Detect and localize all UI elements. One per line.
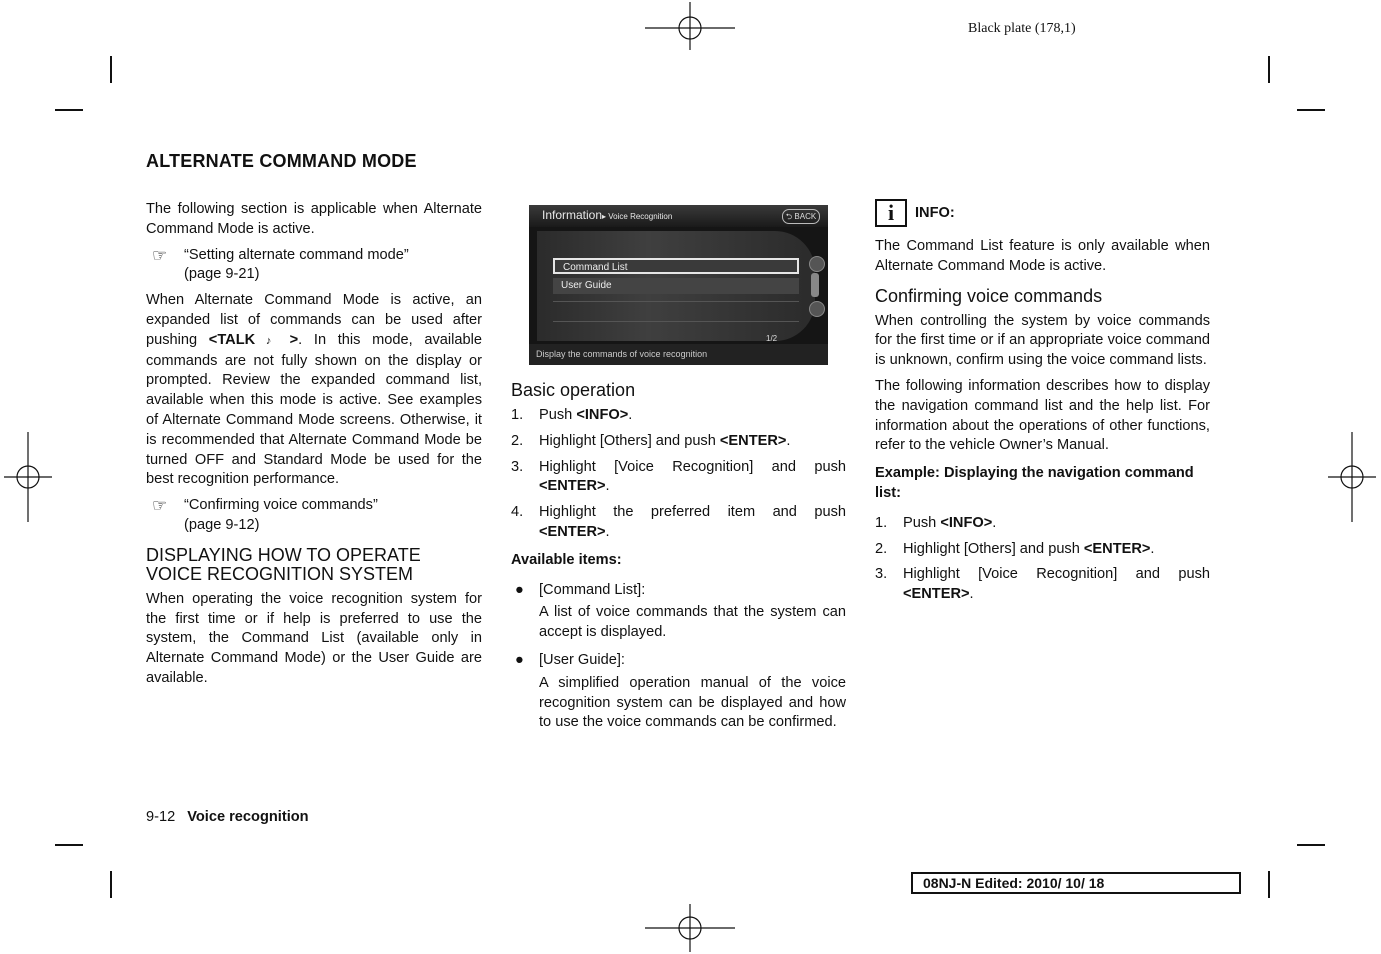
ref-page: (page 9-21) [184,266,260,283]
key-label: <ENTER> [719,432,787,449]
key-label: <INFO> [940,514,993,531]
column-middle [511,379,846,741]
step-text: Highlight [Voice Recognition] and push [903,566,1210,583]
text: . In this mode, available commands are not fully shown on the display or prompted. Review the expanded command list, available when this mode is active. See examples of Alternate Command Mode screens. Otherwise, it is recommended that Alternate Command Mode be turned OFF and Standard Mode be used for the best recognition performance. [146,331,482,488]
intro-paragraph: The following section is applicable when Alternate Command Mode is active. [146,201,482,237]
menu-item-command-list: Command List [553,258,799,274]
screen-screenshot [529,205,828,365]
text: When Alternate Command Mode is active, an expanded list of commands can be used after pushing [146,292,482,348]
item-label: [Command List]: [539,581,646,598]
step-text: Highlight the preferred item and push [539,504,846,521]
section-heading [146,546,482,584]
step-end: . [969,586,974,603]
key-label: <ENTER> [539,478,606,495]
step-number: 1. [875,514,888,531]
registration-mark-bottom [645,904,735,952]
screen-subtitle: ▸ Voice Recognition [602,212,673,221]
info-header [875,199,1210,229]
menu-item-user-guide: User Guide [553,278,799,294]
operate-paragraph: When operating the voice recognition system for the first time or if help is preferred to use the system, the Command List (available only in Alternate Command Mode) or the User Guide are available. [146,590,482,686]
key-label: <INFO> [576,407,629,423]
section-name: Voice recognition [187,809,309,825]
key-label: <ENTER> [903,586,970,603]
talk-voice-icon: ♪ [255,334,290,347]
page-title: ALTERNATE COMMAND MODE [146,151,417,171]
heading-line: DISPLAYING HOW TO OPERATE [146,544,421,565]
step-number: 2. [511,432,524,449]
basic-steps [511,406,846,543]
crop-mark [55,109,83,111]
item-description: A simplified operation manual of the voice recognition system can be displayed and how to use the voice commands can be confirmed. [539,674,846,731]
item-label: [User Guide]: [539,651,625,668]
step-text: Push [903,514,941,531]
alternate-mode-paragraph [146,291,482,490]
step-end: . [605,523,610,540]
talk-key: <TALK [208,331,256,348]
scroll-up-icon [809,256,825,272]
step-item [875,540,1210,560]
heading-line: VOICE RECOGNITION SYSTEM [146,563,414,584]
screen-title-bar [529,205,828,227]
cross-reference[interactable] [146,496,482,536]
step-end: . [786,432,791,449]
available-items-list [511,581,846,734]
pointing-hand-icon: ☞ [152,245,168,265]
step-item [511,432,846,452]
crop-mark [55,844,83,846]
divider [553,321,799,322]
crop-mark [110,56,112,83]
screen-title [542,208,672,222]
step-end: . [628,407,633,423]
info-label: INFO: [915,205,955,221]
page-indicator: 1/2 [766,334,778,343]
registration-mark-top [645,2,735,50]
basic-operation-heading: Basic operation [511,380,636,400]
column-right [875,199,1210,613]
crop-mark [1268,871,1270,898]
step-number: 2. [875,540,888,557]
info-text: The Command List feature is only available when Alternate Command Mode is active. [875,238,1210,274]
back-button: ⮌ BACK [782,209,820,224]
step-item [511,503,846,543]
page-footer [146,809,309,825]
following-paragraph: The following information describes how to display the navigation command list and the help list. For information about the operations of other functions, refer to the vehicle Owner’s Manual. [875,377,1210,454]
item-description: A list of voice commands that the system can accept is displayed. [539,604,846,641]
column-left [146,200,482,695]
screen-footer: Display the commands of voice recognition [529,344,828,365]
registration-mark-left [4,432,52,522]
plate-label: Black plate (178,1) [968,21,1076,36]
crop-mark [1268,56,1270,83]
ref-title: “Setting alternate command mode” [184,246,409,263]
step-text: Highlight [Others] and push [903,540,1084,557]
pointing-hand-icon: ☞ [152,496,168,516]
step-number: 4. [511,504,524,521]
step-number: 1. [511,407,524,423]
step-item [511,458,846,498]
example-steps [875,514,1210,605]
key-label: <ENTER> [539,523,606,540]
available-items-heading: Available items: [511,551,622,568]
bullet-icon: ● [515,651,524,668]
divider [553,301,799,302]
crop-mark [1297,844,1325,846]
ref-page: (page 9-12) [184,516,260,533]
list-item [511,651,846,733]
bullet-icon: ● [515,581,524,598]
step-end: . [992,514,997,531]
scroll-down-icon [809,301,825,317]
step-number: 3. [511,458,524,475]
list-item [511,581,846,643]
screen-title-text: Information [542,208,603,222]
cross-reference[interactable] [146,246,482,286]
confirming-paragraph: When controlling the system by voice commands for the first time or if an appropriate voice command is unknown, confirm using the voice command lists. [875,312,1210,369]
crop-mark [110,871,112,898]
step-item [875,565,1210,605]
info-icon: i [875,199,907,227]
registration-mark-right [1328,432,1376,522]
step-end: . [1150,540,1155,557]
step-number: 3. [875,566,888,583]
step-text: Highlight [Others] and push [539,432,720,449]
example-heading: Example: Displaying the navigation command list: [875,465,1194,501]
crop-mark [1297,109,1325,111]
ref-title: “Confirming voice commands” [184,497,378,514]
page-number: 9-12 [146,809,176,825]
key-label: <ENTER> [1083,540,1151,557]
confirming-heading: Confirming voice commands [875,285,1103,306]
step-item [875,514,1210,534]
step-text: Push [539,407,577,423]
edited-stamp: 08NJ-N Edited: 2010/ 10/ 18 [911,872,1241,894]
step-text: Highlight [Voice Recognition] and push [539,458,846,475]
scrollbar [811,273,819,297]
talk-key-end: > [289,331,299,348]
step-item [511,406,846,426]
step-end: . [605,478,610,495]
